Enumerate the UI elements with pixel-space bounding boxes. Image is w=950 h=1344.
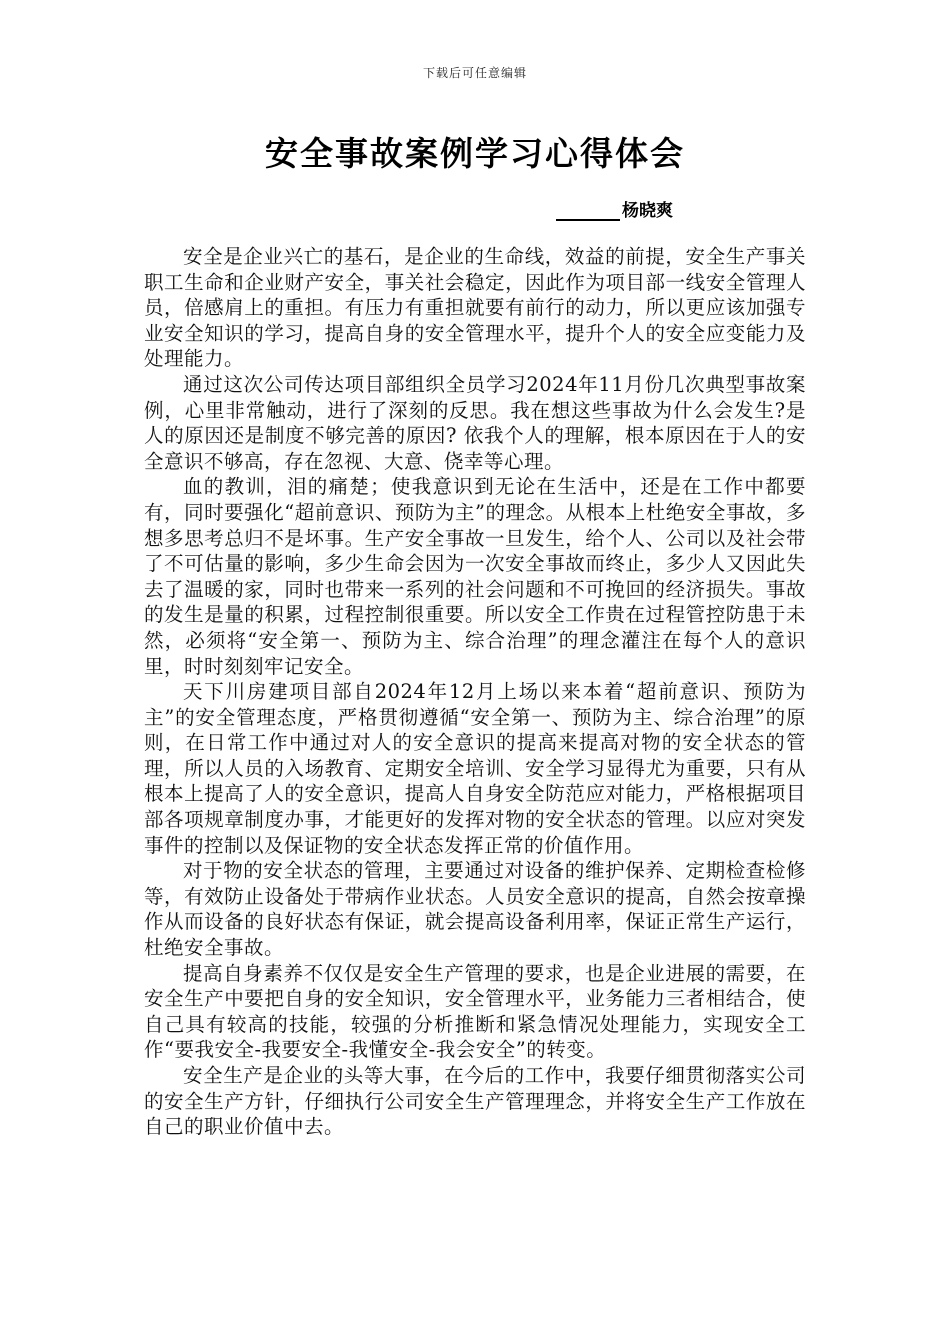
paragraph: 对于物的安全状态的管理，主要通过对设备的维护保养、定期检查检修等，有效防止设备处于带病作业状态。人员安全意识的提高，自然会按章操作从而设备的良好状态有保证，就会提高设备利用率，保证正常生产运行，杜绝安全事故。 xyxy=(144,859,806,960)
document-body xyxy=(144,244,806,1140)
paragraph: 安全是企业兴亡的基石，是企业的生命线，效益的前提，安全生产事关职工生命和企业财产安全，事关社会稳定，因此作为项目部一线安全管理人员，倍感肩上的重担。有压力有重担就要有前行的动力，所以更应该加强专业安全知识的学习，提高自身的安全管理水平，提升个人的安全应变能力及处理能力。 xyxy=(144,245,806,371)
paragraph: 提高自身素养不仅仅是安全生产管理的要求，也是企业进展的需要，在安全生产中要把自身的安全知识，安全管理水平，业务能力三者相结合，使自己具有较高的技能，较强的分析推断和紧急情况处理能力，实现安全工作“要我安全-我要安全-我懂安全-我会安全”的转变。 xyxy=(144,961,806,1062)
header-note: 下载后可任意编辑 xyxy=(422,66,527,80)
paragraph: 天下川房建项目部自2024年12月上场以来本着“超前意识、预防为主”的安全管理态度，严格贯彻遵循“安全第一、预防为主、综合治理”的原则，在日常工作中通过对人的安全意识的提高来提高对物的安全状态的管理，所以人员的入场教育、定期安全培训、安全学习显得尤为重要，只有从根本上提高了人的安全意识，提高人自身安全防范应对能力，严格根据项目部各项规章制度办事，才能更好的发挥对物的安全状态的管理。以应对突发事件的控制以及保证物的安全状态发挥正常的价值作用。 xyxy=(144,680,806,857)
author-name: 杨晓爽 xyxy=(622,201,673,221)
paragraph: 通过这次公司传达项目部组织全员学习2024年11月份几次典型事故案例，心里非常触动，进行了深刻的反思。我在想这些事故为什么会发生?是人的原因还是制度不够完善的原因? 依我个人的理解，根本原因在于人的安全意识不够高，存在忽视、大意、侥幸等心理。 xyxy=(144,372,806,473)
paragraph: 安全生产是企业的头等大事，在今后的工作中，我要仔细贯彻落实公司的安全生产方针，仔细执行公司安全生产管理理念，并将安全生产工作放在自己的职业价值中去。 xyxy=(144,1064,806,1139)
author-line xyxy=(556,196,673,221)
paragraph: 血的教训，泪的痛楚；使我意识到无论在生活中，还是在工作中都要有，同时要强化“超前意识、预防为主”的理念。从根本上杜绝安全事故，多想多思考总归不是坏事。生产安全事故一旦发生，给个人、公司以及社会带了不可估量的影响，多少生命会因为一次安全事故而终止，多少人又因此失去了温暖的家，同时也带来一系列的社会问题和不可挽回的经济损失。事故的发生是量的积累，过程控制很重要。所以安全工作贵在过程管控防患于未然，必须将“安全第一、预防为主、综合治理”的理念灌注在每个人的意识里，时时刻刻牢记安全。 xyxy=(144,475,806,678)
author-underline xyxy=(556,201,620,221)
document-title: 安全事故案例学习心得体会 xyxy=(265,134,685,173)
